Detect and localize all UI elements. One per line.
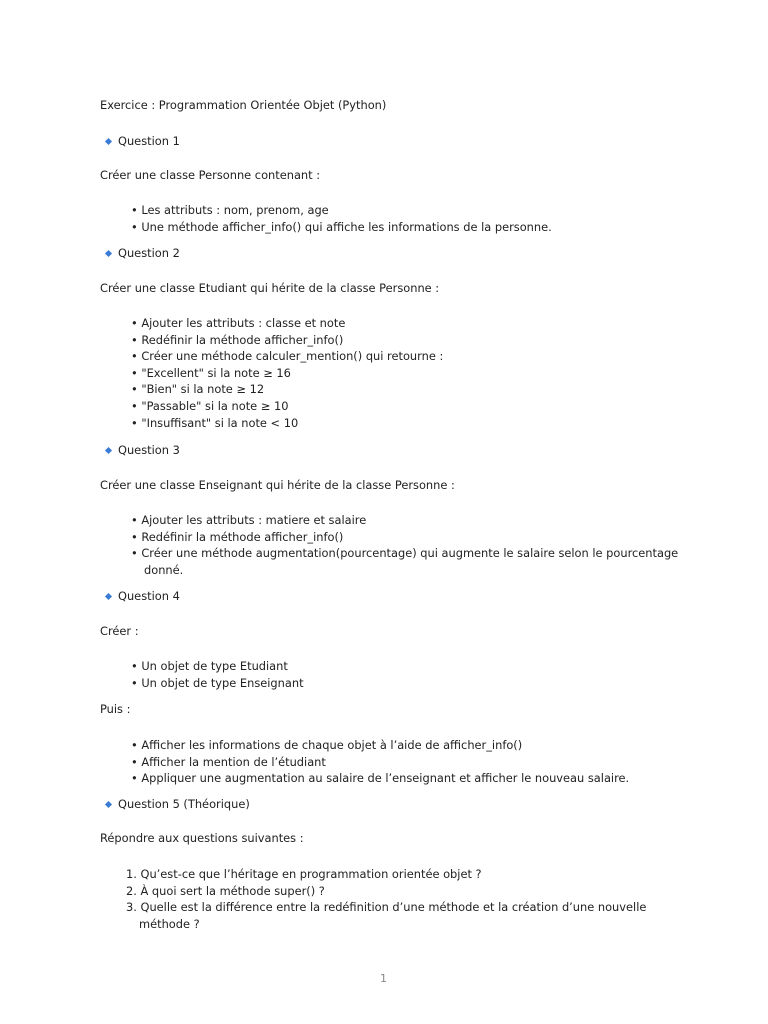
- question-2-list: [131, 315, 443, 431]
- question-5-intro: Répondre aux questions suivantes :: [100, 831, 304, 845]
- question-1-list: [131, 202, 552, 235]
- list-item: • Créer une méthode calculer_mention() qui retourne :: [131, 349, 444, 364]
- diamond-bullet-icon: [105, 447, 112, 454]
- question-3-list: [131, 512, 678, 578]
- question-5-heading: Question 5 (Théorique): [118, 797, 250, 811]
- question-4-list-2: [131, 737, 629, 787]
- list-item: • Les attributs : nom, prenom, age: [131, 203, 329, 217]
- diamond-bullet-icon: [105, 593, 112, 600]
- list-item: • Redéfinir la méthode afficher_info(): [131, 529, 344, 544]
- question-4-heading: Question 4: [118, 589, 180, 603]
- list-item: • Un objet de type Etudiant: [131, 659, 288, 673]
- question-3-intro: Créer une classe Enseignant qui hérite de la classe Personne :: [100, 478, 455, 492]
- list-item: • "Bien" si la note ≥ 12: [131, 382, 265, 397]
- list-item: • Appliquer une augmentation au salaire de l’enseignant et afficher le nouveau salaire.: [131, 771, 630, 786]
- question-2-intro: Créer une classe Etudiant qui hérite de la classe Personne :: [100, 281, 440, 295]
- list-item: • "Insuffisant" si la note < 10: [131, 415, 299, 430]
- page-title: Exercice : Programmation Orientée Objet (Python): [100, 98, 387, 112]
- list-item: • "Excellent" si la note ≥ 16: [131, 365, 291, 380]
- list-item: • Créer une méthode augmentation(pourcentage) qui augmente le salaire selon le pourcentage: [131, 546, 679, 561]
- list-item: 3. Quelle est la différence entre la redéfinition d’une méthode et la création d’une nouvelle: [126, 900, 647, 915]
- list-item-continuation: méthode ?: [139, 916, 200, 931]
- question-4-intro-2: Puis :: [100, 702, 131, 716]
- list-item: • "Passable" si la note ≥ 10: [131, 398, 289, 413]
- list-item-continuation: donné.: [144, 562, 184, 577]
- list-item: • Afficher la mention de l’étudiant: [131, 754, 326, 769]
- page-number: 1: [380, 972, 387, 985]
- question-3-heading: Question 3: [118, 443, 180, 457]
- list-item: 1. Qu’est-ce que l’héritage en programmation orientée objet ?: [126, 867, 482, 881]
- list-item: • Un objet de type Enseignant: [131, 675, 304, 690]
- list-item: • Afficher les informations de chaque objet à l’aide de afficher_info(): [131, 738, 523, 752]
- list-item: 2. À quoi sert la méthode super() ?: [126, 883, 325, 898]
- list-item: • Une méthode afficher_info() qui affiche les informations de la personne.: [131, 219, 552, 234]
- question-2-heading: Question 2: [118, 246, 180, 260]
- diamond-bullet-icon: [105, 138, 112, 145]
- question-4-list: [131, 658, 304, 691]
- question-1-heading: Question 1: [118, 134, 180, 148]
- question-1-intro: Créer une classe Personne contenant :: [100, 168, 321, 182]
- list-item: • Redéfinir la méthode afficher_info(): [131, 332, 344, 347]
- list-item: • Ajouter les attributs : classe et note: [131, 316, 346, 330]
- list-item: • Ajouter les attributs : matiere et salaire: [131, 513, 367, 527]
- question-5-list: [126, 866, 646, 932]
- question-4-intro: Créer :: [100, 624, 139, 638]
- diamond-bullet-icon: [105, 250, 112, 257]
- diamond-bullet-icon: [105, 801, 112, 808]
